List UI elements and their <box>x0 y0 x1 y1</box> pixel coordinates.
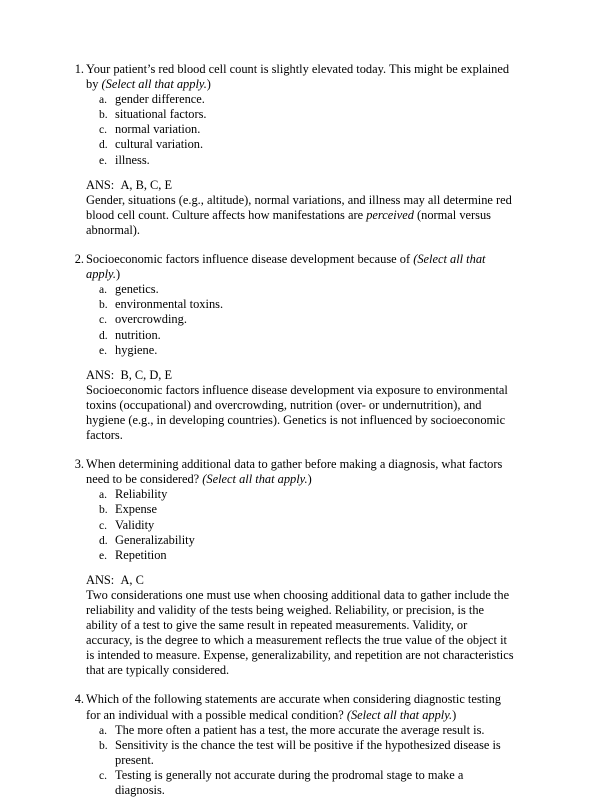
answer-line-3 <box>86 573 514 588</box>
answer-label: ANS: <box>86 177 115 192</box>
stem-text-part1: When determining additional data to gather before making a diagnosis, what factors need to be considered? <box>86 457 503 487</box>
option-letter: a. <box>99 93 108 107</box>
option-item[interactable] <box>70 518 514 533</box>
rationale-3 <box>86 588 514 679</box>
rationale-part1: Socioeconomic factors influence disease development via exposure to environmental toxins (occupational) and overcrowding, nutrition (over- or undernutrition), and hygiene (e.g., in developing countries). Genetics is not influenced by socioeconomic factors. <box>86 382 508 443</box>
stem-text-part1: Which of the following statements are accurate when considering diagnostic testing for an individual with a possible medical condition? <box>86 692 501 722</box>
option-item[interactable] <box>70 723 514 738</box>
option-letter: d. <box>99 138 108 152</box>
option-letter: e. <box>99 153 108 167</box>
rationale-2 <box>86 383 514 443</box>
option-item[interactable] <box>70 487 514 502</box>
option-label: Validity <box>115 517 155 532</box>
option-label: illness. <box>115 152 150 167</box>
stem-text-part2: ) <box>452 707 457 722</box>
rationale-part1: Gender, situations (e.g., altitude), normal variations, and illness may all determine red blood cell count. Culture affects how manifestations are <box>86 192 512 222</box>
question-block-3 <box>70 457 514 678</box>
option-label: normal variation. <box>115 122 201 137</box>
option-label: overcrowding. <box>115 312 187 327</box>
option-list-2 <box>70 282 514 357</box>
answer-value: A, B, C, E <box>120 177 173 192</box>
option-item[interactable] <box>70 533 514 548</box>
option-letter: b. <box>99 503 108 517</box>
option-letter: d. <box>99 328 108 342</box>
question-stem-2 <box>70 252 514 282</box>
option-item[interactable] <box>70 122 514 137</box>
option-letter: c. <box>99 313 108 327</box>
rationale-part2: (normal versus abnormal). <box>86 207 491 237</box>
option-label: Expense <box>115 502 157 517</box>
option-label: environmental toxins. <box>115 297 224 312</box>
option-label: situational factors. <box>115 107 207 122</box>
option-letter: e. <box>99 343 108 357</box>
option-label: Reliability <box>115 487 168 502</box>
option-label: Generalizability <box>115 532 195 547</box>
option-item[interactable] <box>70 343 514 358</box>
select-all-instruction: (Select all that apply. <box>101 77 207 92</box>
option-label: Testing is generally not accurate during the prodromal stage to make a diagnosis. <box>115 767 464 798</box>
option-item[interactable] <box>70 297 514 312</box>
option-item[interactable] <box>70 107 514 122</box>
option-label: hygiene. <box>115 342 158 357</box>
option-item[interactable] <box>70 312 514 327</box>
option-item[interactable] <box>70 137 514 152</box>
option-label: gender difference. <box>115 92 205 107</box>
option-letter: c. <box>99 123 108 137</box>
option-item[interactable] <box>70 92 514 107</box>
stem-text-part2: ) <box>115 267 121 282</box>
option-letter: a. <box>99 488 108 502</box>
option-letter: b. <box>99 298 108 312</box>
question-number-4: 4. <box>74 692 84 707</box>
question-block-2 <box>70 252 514 443</box>
option-label: Sensitivity is the chance the test will be positive if the hypothesized disease is present. <box>115 737 501 767</box>
option-label: nutrition. <box>115 327 161 342</box>
answer-line-2 <box>86 368 514 383</box>
answer-label: ANS: <box>86 572 115 587</box>
option-letter: c. <box>99 768 108 782</box>
question-stem-text-2 <box>86 252 514 282</box>
answer-line-1 <box>86 178 514 193</box>
option-letter: a. <box>99 283 108 297</box>
option-label: genetics. <box>115 282 159 297</box>
option-label: cultural variation. <box>115 137 204 152</box>
rationale-part1: Two considerations one must use when choosing additional data to gather include the reliability and validity of the tests being weighed. Reliability, or precision, is the ability of a test to give the same result in repeated measurements. Validity, or accuracy, is the degree to which a measurement reflects the true value of the object it is intended to measure. Expense, generalizability, and repetition are not characteristics that are typically considered. <box>86 587 514 678</box>
option-item[interactable] <box>70 328 514 343</box>
option-item[interactable] <box>70 502 514 517</box>
option-list-4 <box>70 723 514 798</box>
answer-value: B, C, D, E <box>120 367 173 382</box>
option-item[interactable] <box>70 282 514 297</box>
option-letter: d. <box>99 533 108 547</box>
question-number-1: 1. <box>74 62 84 76</box>
option-letter: c. <box>99 518 108 532</box>
answer-block-2 <box>70 368 514 443</box>
answer-block-3 <box>70 573 514 679</box>
question-number-3: 3. <box>74 457 84 472</box>
option-letter: b. <box>99 738 108 752</box>
question-block-4 <box>70 692 514 798</box>
answer-label: ANS: <box>86 367 115 382</box>
question-stem-text-4 <box>86 692 514 722</box>
answer-block-1 <box>70 178 514 238</box>
option-item[interactable] <box>70 738 514 768</box>
question-number-2: 2. <box>74 252 84 267</box>
stem-text-part2: ) <box>307 472 312 487</box>
option-letter: b. <box>99 108 108 122</box>
question-stem-4 <box>70 692 514 722</box>
stem-text-part2: ) <box>206 77 211 92</box>
option-label: Repetition <box>115 547 167 562</box>
stem-text-part1: Socioeconomic factors influence disease development because of <box>86 252 414 267</box>
option-letter: a. <box>99 723 108 737</box>
question-stem-text-3 <box>86 457 514 487</box>
option-item[interactable] <box>70 153 514 168</box>
question-stem-text-1 <box>86 62 514 92</box>
question-stem-3 <box>70 457 514 487</box>
rationale-emphasis: perceived <box>366 207 414 222</box>
option-list-1 <box>70 92 514 167</box>
rationale-1 <box>86 193 514 238</box>
option-item[interactable] <box>70 768 514 798</box>
option-list-3 <box>70 487 514 562</box>
question-stem-1 <box>70 62 514 92</box>
select-all-instruction: (Select all that apply. <box>346 707 453 722</box>
answer-value: A, C <box>120 572 144 587</box>
question-block-1 <box>70 62 514 238</box>
select-all-instruction: (Select all that apply. <box>86 252 486 282</box>
option-letter: e. <box>99 548 108 562</box>
option-item[interactable] <box>70 548 514 563</box>
stem-text-part1: Your patient’s red blood cell count is slightly elevated today. This might be explained by <box>86 62 510 92</box>
select-all-instruction: (Select all that apply. <box>202 472 308 487</box>
option-label: The more often a patient has a test, the more accurate the average result is. <box>115 722 485 737</box>
